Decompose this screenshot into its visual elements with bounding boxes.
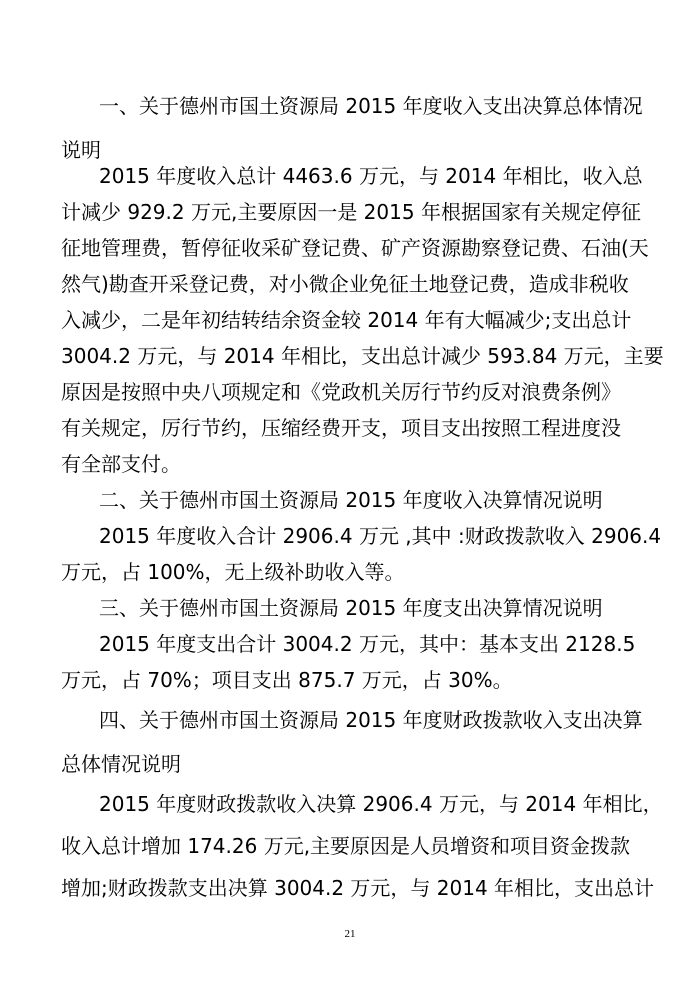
section4-heading-line-2: 总体情况说明 <box>61 752 181 776</box>
section1-body-line-2: 计减少 929.2 万元,主要原因一是 2015 年根据国家有关规定停征 <box>61 200 641 224</box>
section3-heading: 三、关于德州市国土资源局 2015 年度支出决算情况说明 <box>99 596 603 620</box>
section2-body-line-1: 2015 年度收入合计 2906.4 万元 ,其中 :财政拨款收入 2906.4 <box>99 524 662 548</box>
section1-body-line-4: 然气)勘查开采登记费，对小微企业免征土地登记费，造成非税收 <box>61 272 629 296</box>
section1-body-line-8: 有关规定，厉行节约，压缩经费开支，项目支出按照工程进度没 <box>61 416 621 440</box>
section4-body-line-3: 增加;财政拨款支出决算 3004.2 万元，与 2014 年相比，支出总计 <box>61 876 655 900</box>
section1-body-line-7: 原因是按照中央八项规定和《党政机关厉行节约反对浪费条例》 <box>61 380 621 404</box>
section1-body-line-6: 3004.2 万元，与 2014 年相比，支出总计减少 593.84 万元，主要 <box>61 344 664 368</box>
section4-body-line-1: 2015 年度财政拨款收入决算 2906.4 万元，与 2014 年相比， <box>99 792 663 816</box>
section1-heading-line-2: 说明 <box>61 138 101 162</box>
section4-heading-line-1: 四、关于德州市国土资源局 2015 年度财政拨款收入支出决算 <box>99 708 643 732</box>
section1-body-line-3: 征地管理费，暂停征收采矿登记费、矿产资源勘察登记费、石油(天 <box>61 236 649 260</box>
section3-body-line-1: 2015 年度支出合计 3004.2 万元，其中：基本支出 2128.5 <box>99 632 636 656</box>
section1-heading-line-1: 一、关于德州市国土资源局 2015 年度收入支出决算总体情况 <box>99 94 643 118</box>
section1-body-line-5: 入减少，二是年初结转结余资金较 2014 年有大幅减少;支出总计 <box>61 308 632 332</box>
section2-body-line-2: 万元，占 100%，无上级补助收入等。 <box>61 560 405 584</box>
section3-body-line-2: 万元，占 70%；项目支出 875.7 万元，占 30%。 <box>61 668 513 692</box>
section4-body-line-2: 收入总计增加 174.26 万元,主要原因是人员增资和项目资金拨款 <box>61 834 631 858</box>
page-number: 21 <box>344 928 356 940</box>
section1-body-line-1: 2015 年度收入总计 4463.6 万元，与 2014 年相比，收入总 <box>99 164 643 188</box>
section1-body-line-9: 有全部支付。 <box>61 452 181 476</box>
section2-heading: 二、关于德州市国土资源局 2015 年度收入决算情况说明 <box>99 488 603 512</box>
